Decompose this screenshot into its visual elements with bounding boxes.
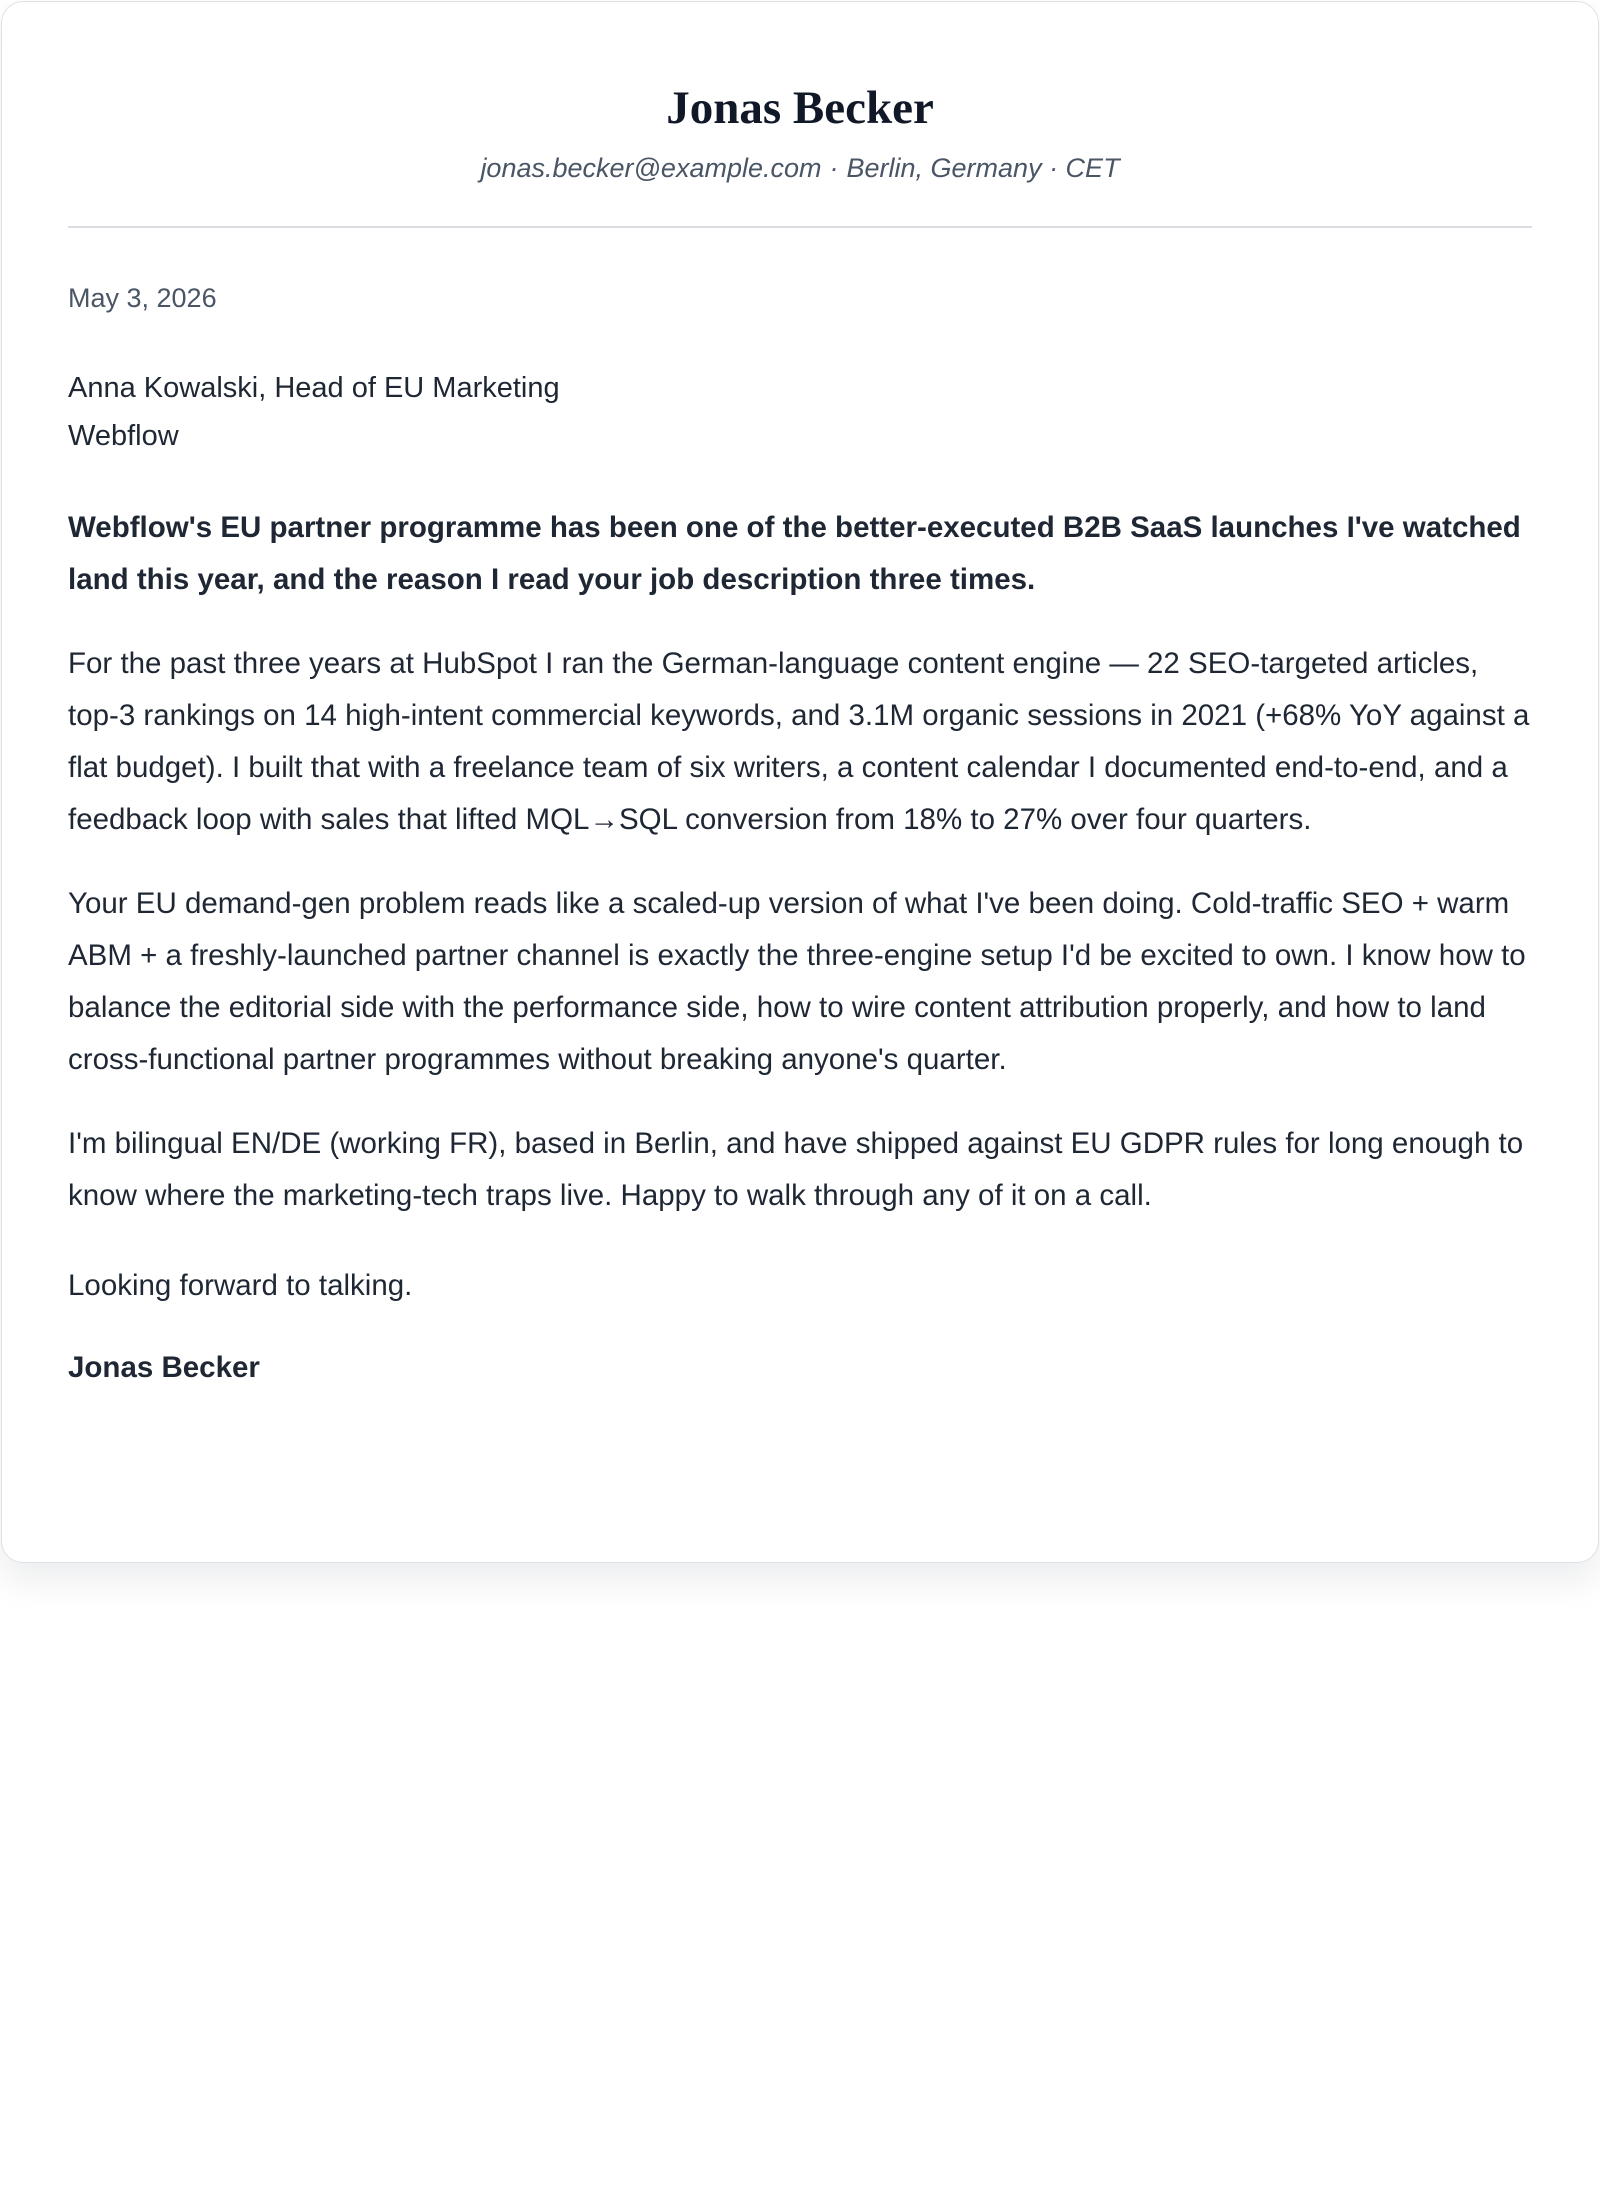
sender-name: Jonas Becker (666, 82, 934, 134)
contact-separator: · (829, 153, 839, 183)
recipient-block (68, 364, 1532, 460)
letter-date: May 3, 2026 (68, 283, 217, 313)
recipient-name-title: Anna Kowalski, Head of EU Marketing (68, 372, 560, 404)
cover-letter-page (1, 1, 1599, 1563)
body-paragraph: For the past three years at HubSpot I ran the German-language content engine — 22 SEO-targeted articles, top-3 rankings on 14 high-intent commercial keywords, and 3.1M organic sessions in 2021 (+68% YoY against a flat budget). I built that with a freelance team of six writers, a content calendar I documented end-to-end, and a feedback loop with sales that lifted MQL→SQL conversion from 18% to 27% over four quarters. (68, 647, 1530, 836)
letter-header (68, 2, 1532, 228)
sender-email: jonas.becker@example.com (480, 153, 822, 183)
lead-paragraph: Webflow's EU partner programme has been one of the better-executed B2B SaaS launches I've watched land this year, and the reason I read your job description three times. (68, 511, 1521, 596)
closing-line: Looking forward to talking. (68, 1269, 413, 1302)
contact-line (68, 150, 1532, 186)
body-paragraph: I'm bilingual EN/DE (working FR), based in Berlin, and have shipped against EU GDPR rules for long enough to know where the marketing-tech traps live. Happy to walk through any of it on a call. (68, 1127, 1524, 1212)
signature: Jonas Becker (68, 1351, 260, 1384)
body-paragraph: Your EU demand-gen problem reads like a scaled-up version of what I've been doing. Cold-traffic SEO + warm ABM + a freshly-launched partner channel is exactly the three-engine setup I'd be excited to own. I know how to balance the editorial side with the performance side, how to wire content attribution properly, and how to land cross-functional partner programmes without breaking anyone's quarter. (68, 887, 1526, 1076)
recipient-company: Webflow (68, 420, 179, 452)
sender-location: Berlin, Germany · CET (846, 153, 1120, 183)
